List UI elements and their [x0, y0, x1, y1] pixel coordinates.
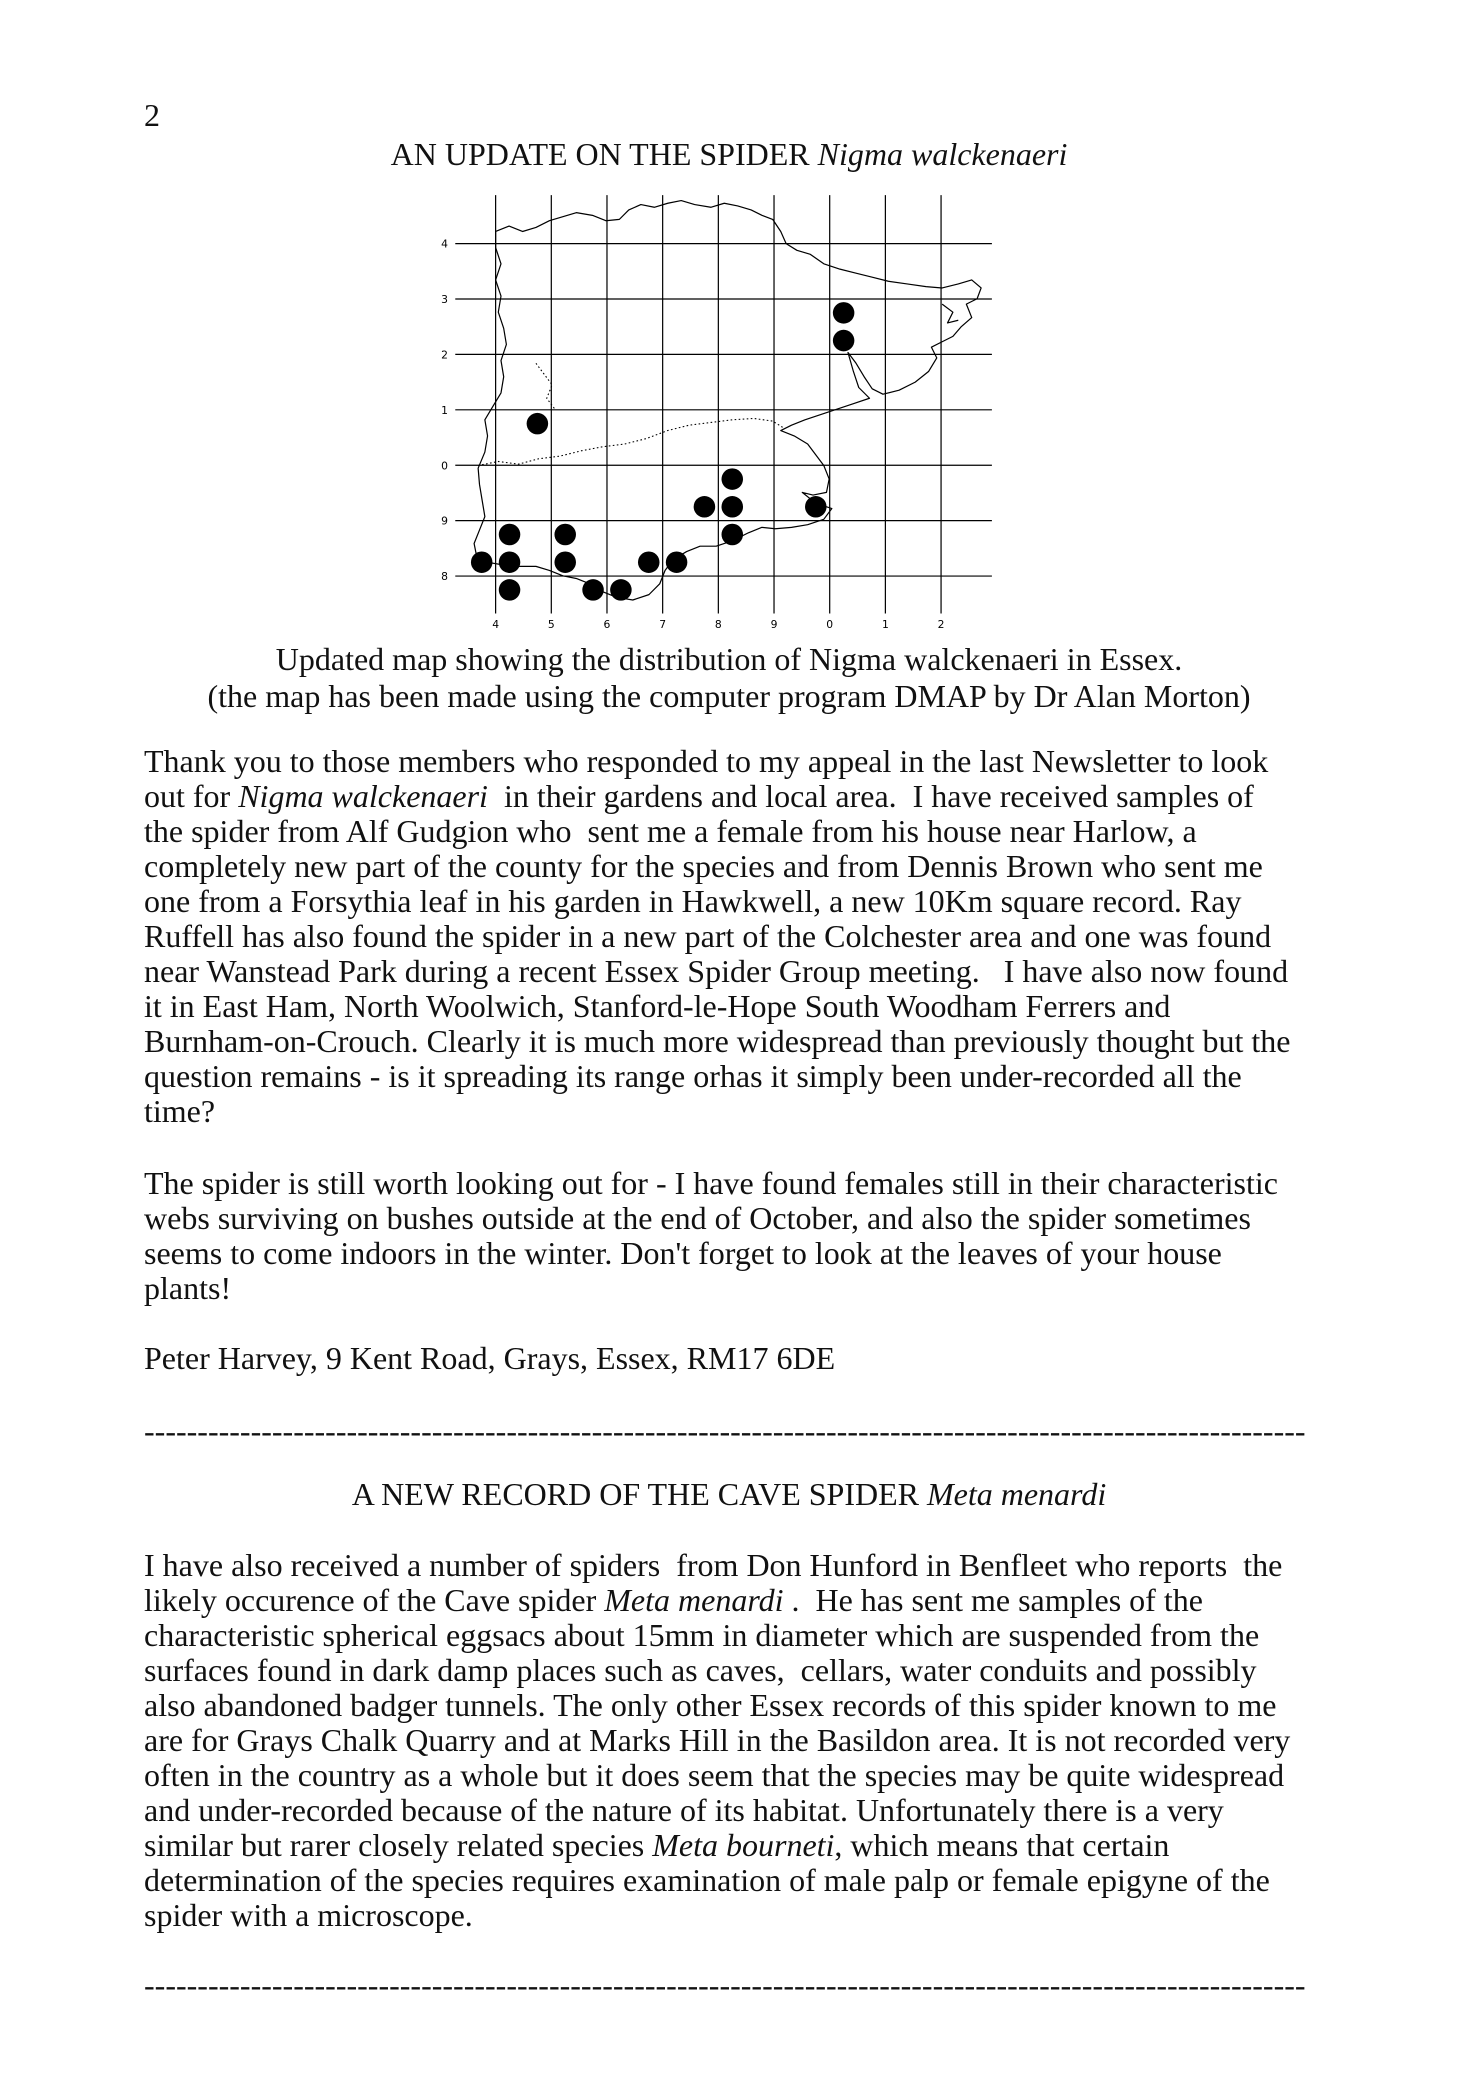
species-name: Meta menardi	[604, 1582, 784, 1618]
y-tick-label: 3	[441, 293, 448, 307]
record-dot	[499, 579, 521, 601]
boundary-dotted-line	[478, 418, 783, 465]
y-tick-label: 4	[441, 237, 448, 251]
record-dot	[527, 413, 549, 435]
paragraph	[144, 1166, 1344, 1306]
article-title	[0, 137, 1458, 172]
text-line: characteristic spherical eggsacs about 15mm in diameter which are suspended from the	[144, 1617, 1260, 1653]
text-line: Thank you to those members who responded to my appeal in the last Newsletter to look	[144, 743, 1269, 779]
text-line: and under-recorded because of the nature of its habitat. Unfortunately there is a very	[144, 1792, 1224, 1828]
text-line: near Wanstead Park during a recent Essex Spider Group meeting. I have also now found	[144, 953, 1289, 989]
estuary-detail	[942, 304, 958, 323]
record-dot	[666, 551, 688, 573]
x-tick-labels	[492, 618, 944, 631]
x-tick-label: 5	[547, 618, 555, 632]
text-line	[144, 1583, 1344, 1618]
y-tick-label: 9	[441, 514, 448, 528]
x-tick-label: 1	[881, 618, 889, 632]
text-line: seems to come indoors in the winter. Don't forget to look at the leaves of your house	[144, 1235, 1222, 1271]
separator-line: -------------------------------------------------------------------------------------------------------------	[144, 1414, 1306, 1449]
text-line	[144, 1828, 1344, 1863]
y-tick-label: 0	[441, 459, 448, 473]
title-species-name: Nigma walckenaeri	[817, 136, 1068, 172]
record-dot	[694, 496, 716, 518]
distribution-map	[404, 175, 1023, 639]
text-line: spider with a microscope.	[144, 1897, 473, 1933]
map-caption-line: Updated map showing the distribution of Nigma walckenaeri in Essex.	[275, 641, 1183, 677]
title-species-name: Meta menardi	[926, 1476, 1107, 1512]
page-number: 2	[144, 97, 160, 133]
text-line: Ruffell has also found the spider in a new part of the Colchester area and one was found	[144, 918, 1272, 954]
y-tick-label: 8	[441, 570, 448, 584]
text-line: determination of the species requires examination of male palp or female epigyne of the	[144, 1862, 1270, 1898]
record-dot	[833, 302, 855, 324]
text-line: completely new part of the county for the species and from Dennis Brown who sent me	[144, 848, 1263, 884]
paragraph	[144, 744, 1344, 1129]
record-dot	[499, 524, 521, 546]
title-text: A NEW RECORD OF THE CAVE SPIDER	[351, 1476, 927, 1512]
text-line: the spider from Alf Gudgion who sent me a female from his house near Harlow, a	[144, 813, 1197, 849]
text-line: webs surviving on bushes outside at the end of October, and also the spider sometimes	[144, 1200, 1251, 1236]
record-dot	[554, 524, 576, 546]
y-tick-labels	[441, 238, 448, 583]
record-dot	[582, 579, 604, 601]
x-tick-label: 0	[826, 618, 834, 632]
article-title	[0, 1477, 1458, 1512]
text-line: surfaces found in dark damp places such as caves, cellars, water conduits and possibly	[144, 1652, 1257, 1688]
record-dot	[499, 551, 521, 573]
x-tick-label: 6	[603, 618, 611, 632]
text-run: similar but rarer closely related species	[144, 1827, 653, 1863]
text-line: The spider is still worth looking out for - I have found females still in their characteristic	[144, 1165, 1278, 1201]
title-text: AN UPDATE ON THE SPIDER	[390, 136, 818, 172]
record-dot	[722, 468, 744, 490]
record-dot	[722, 524, 744, 546]
record-dot	[610, 579, 632, 601]
species-name: Meta bourneti	[652, 1827, 835, 1863]
map-grid	[455, 195, 992, 613]
text-line: are for Grays Chalk Quarry and at Marks Hill in the Basildon area. It is not recorded very	[144, 1722, 1291, 1758]
text-line: also abandoned badger tunnels. The only other Essex records of this spider known to me	[144, 1687, 1277, 1723]
text-line: time?	[144, 1093, 216, 1129]
text-line: I have also received a number of spiders from Don Hunford in Benfleet who reports the	[144, 1547, 1283, 1583]
text-run: , which means that certain	[834, 1827, 1170, 1863]
map-caption-line: (the map has been made using the computer program DMAP by Dr Alan Morton)	[207, 678, 1251, 714]
y-tick-label: 2	[441, 348, 448, 362]
text-line: plants!	[144, 1270, 232, 1306]
text-line: it in East Ham, North Woolwich, Stanford-le-Hope South Woodham Ferrers and	[144, 988, 1171, 1024]
record-dot	[471, 551, 493, 573]
text-line: one from a Forsythia leaf in his garden in Hawkwell, a new 10Km square record. Ray	[144, 883, 1242, 919]
boundary-dotted-line	[536, 363, 555, 409]
x-tick-label: 9	[770, 618, 778, 632]
record-dot	[638, 551, 660, 573]
record-dot	[554, 551, 576, 573]
text-run: in their gardens and local area. I have received samples of	[487, 778, 1254, 814]
y-tick-label: 1	[441, 403, 448, 417]
text-run: likely occurence of the Cave spider	[144, 1582, 605, 1618]
text-run: . He has sent me samples of the	[783, 1582, 1203, 1618]
record-dot	[805, 496, 827, 518]
paragraph	[144, 1548, 1344, 1933]
text-run: out for	[144, 778, 239, 814]
author-signature: Peter Harvey, 9 Kent Road, Grays, Essex, RM17 6DE	[144, 1340, 836, 1376]
record-dot	[833, 330, 855, 352]
text-line	[144, 779, 1344, 814]
x-tick-label: 2	[937, 618, 945, 632]
text-line: often in the country as a whole but it does seem that the species may be quite widespread	[144, 1757, 1285, 1793]
x-tick-label: 8	[714, 618, 722, 632]
x-tick-label: 4	[492, 618, 500, 632]
text-line: question remains - is it spreading its range orhas it simply been under-recorded all the	[144, 1058, 1242, 1094]
record-dot	[722, 496, 744, 518]
separator-line: -------------------------------------------------------------------------------------------------------------	[144, 1968, 1306, 2003]
x-tick-label: 7	[659, 618, 667, 632]
species-name: Nigma walckenaeri	[238, 778, 488, 814]
text-line: Burnham-on-Crouch. Clearly it is much more widespread than previously thought but the	[144, 1023, 1291, 1059]
